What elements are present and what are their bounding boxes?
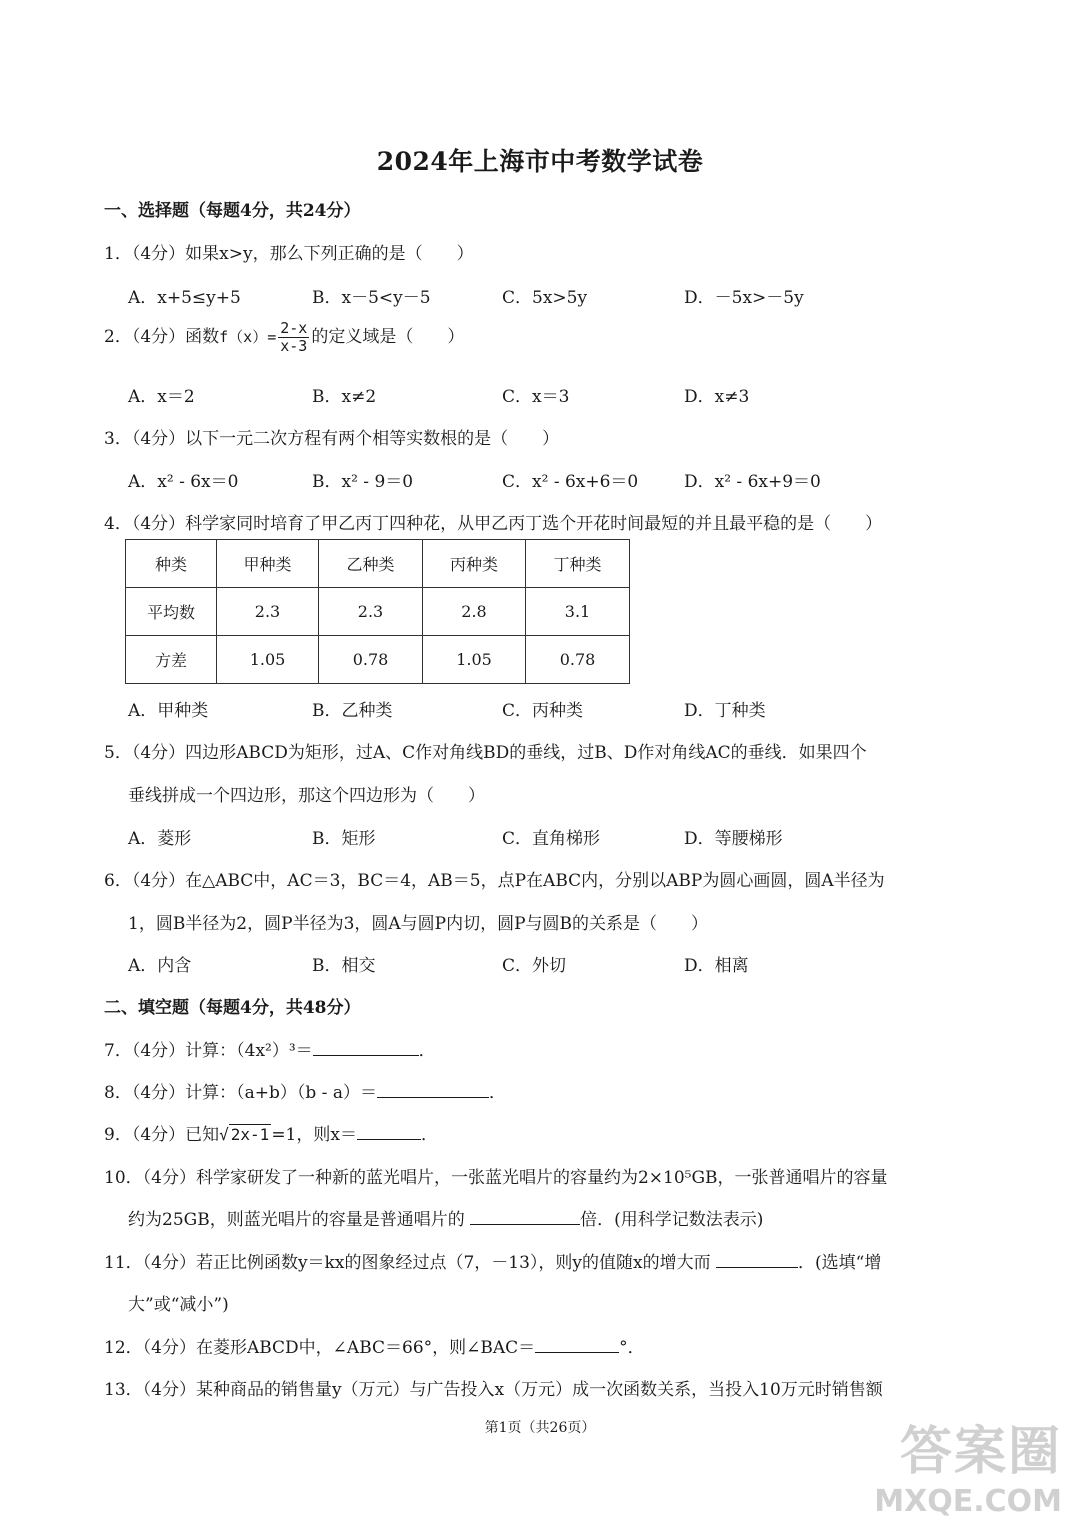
question-9 bbox=[104, 1120, 438, 1145]
question-1-option-c: C．5x>5y bbox=[502, 288, 588, 308]
table-cell: 0.78 bbox=[319, 636, 423, 684]
question-6-option-a: A．内含 bbox=[128, 956, 192, 976]
question-11-line-1-prefix: 11．（4分）若正比例函数y＝kx的图象经过点（7，－13），则y的值随x的增大而 bbox=[104, 1253, 711, 1273]
question-4-stem: 4．（4分）科学家同时培育了甲乙丙丁四种花，从甲乙丙丁选个开花时间最短的并且最平稳的是（ ） bbox=[104, 514, 883, 534]
question-5-option-c: C．直角梯形 bbox=[502, 829, 601, 849]
question-6-option-b: B．相交 bbox=[312, 956, 376, 976]
question-10-line-2-prefix: 约为25GB，则蓝光唱片的容量是普通唱片的 bbox=[128, 1210, 465, 1230]
table-cell: 方差 bbox=[126, 636, 217, 684]
question-3-option-a: A．x² - 6x＝0 bbox=[128, 472, 239, 492]
question-13-line-1: 13．（4分）某种商品的销售量y（万元）与广告投入x（万元）成一次函数关系，当投入10万元时销售额 bbox=[104, 1380, 883, 1400]
answer-blank bbox=[470, 1208, 580, 1225]
question-7-end: ． bbox=[418, 1041, 436, 1061]
question-8 bbox=[104, 1078, 506, 1103]
table-cell: 丙种类 bbox=[423, 540, 526, 588]
question-11-line-2: 大”或“减小”) bbox=[128, 1295, 229, 1315]
table-header-row bbox=[126, 540, 630, 588]
question-2-option-c: C．x＝3 bbox=[502, 387, 570, 407]
fraction bbox=[278, 320, 309, 355]
answer-blank bbox=[357, 1123, 421, 1140]
square-root: √ 2x-1 bbox=[219, 1125, 270, 1144]
question-11-line-1-suffix: ．(选填“增 bbox=[798, 1253, 882, 1273]
watermark-logo-text: 答案圈 bbox=[899, 1422, 1062, 1482]
question-12-end: °． bbox=[619, 1338, 645, 1358]
question-4-option-d: D．丁种类 bbox=[684, 701, 766, 721]
watermark-logo bbox=[874, 1409, 1062, 1519]
question-9-suffix: =1，则x＝ bbox=[271, 1125, 357, 1145]
question-2-suffix: 的定义域是（ ） bbox=[311, 327, 465, 347]
answer-blank bbox=[535, 1336, 619, 1353]
question-6-option-d: D．相离 bbox=[684, 956, 749, 976]
page-title: 2024年上海市中考数学试卷 bbox=[376, 147, 704, 176]
question-3-option-d: D．x² - 6x+9＝0 bbox=[684, 472, 821, 492]
question-1-stem: 1．（4分）如果x>y，那么下列正确的是（ ） bbox=[104, 244, 474, 264]
table-cell: 2.3 bbox=[217, 588, 319, 636]
question-8-end: ． bbox=[488, 1083, 506, 1103]
question-5-line-2: 垂线拼成一个四边形，那这个四边形为（ ） bbox=[128, 786, 485, 806]
question-5-option-d: D．等腰梯形 bbox=[684, 829, 783, 849]
question-2-stem bbox=[104, 320, 464, 355]
table-cell: 3.1 bbox=[526, 588, 630, 636]
answer-blank bbox=[313, 1039, 419, 1056]
flower-data-table bbox=[125, 539, 630, 684]
question-2-option-a: A．x＝2 bbox=[128, 387, 195, 407]
question-5-line-1: 5．（4分）四边形ABCD为矩形，过A、C作对角线BD的垂线，过B、D作对角线AC的垂线．如果四个 bbox=[104, 743, 867, 763]
table-row bbox=[126, 636, 630, 684]
question-4-option-c: C．丙种类 bbox=[502, 701, 584, 721]
question-2-prefix: 2．（4分）函数 bbox=[104, 327, 220, 347]
page-footer: 第1页（共26页） bbox=[484, 1420, 596, 1436]
question-12-stem: 12．（4分）在菱形ABCD中，∠ABC＝66°，则∠BAC＝ bbox=[104, 1338, 536, 1358]
question-12 bbox=[104, 1333, 645, 1358]
question-6-option-c: C．外切 bbox=[502, 956, 567, 976]
table-cell: 2.8 bbox=[423, 588, 526, 636]
question-1-option-d: D．－5x>－5y bbox=[684, 288, 804, 308]
question-7 bbox=[104, 1036, 436, 1061]
question-1-option-b: B．x－5<y－5 bbox=[312, 288, 431, 308]
table-cell: 乙种类 bbox=[319, 540, 423, 588]
question-11-line-1 bbox=[104, 1248, 881, 1273]
question-10-line-1: 10．（4分）科学家研发了一种新的蓝光唱片，一张蓝光唱片的容量约为2×10⁵GB，一张普通唱片的容量 bbox=[104, 1168, 888, 1188]
table-cell: 1.05 bbox=[217, 636, 319, 684]
question-10-line-2 bbox=[128, 1205, 763, 1230]
question-10-line-2-suffix: 倍．(用科学记数法表示) bbox=[580, 1210, 764, 1230]
question-4-option-b: B．乙种类 bbox=[312, 701, 393, 721]
question-3-stem: 3．（4分）以下一元二次方程有两个相等实数根的是（ ） bbox=[104, 429, 560, 449]
answer-blank bbox=[377, 1081, 489, 1098]
question-3-option-b: B．x² - 9＝0 bbox=[312, 472, 414, 492]
section-heading-fill-in: 二、填空题（每题4分，共48分） bbox=[104, 998, 361, 1018]
question-6-line-2: 1，圆B半径为2，圆P半径为3，圆A与圆P内切，圆P与圆B的关系是（ ） bbox=[128, 914, 709, 934]
question-6-line-1: 6．（4分）在△ABC中，AC＝3，BC＝4，AB＝5，点P在ABC内，分别以ABP为圆心画圆，圆A半径为 bbox=[104, 871, 885, 891]
table-cell: 0.78 bbox=[526, 636, 630, 684]
radicand: 2x-1 bbox=[230, 1125, 270, 1144]
question-3-option-c: C．x² - 6x+6＝0 bbox=[502, 472, 639, 492]
question-5-option-b: B．矩形 bbox=[312, 829, 376, 849]
table-cell: 平均数 bbox=[126, 588, 217, 636]
question-9-prefix: 9．（4分）已知 bbox=[104, 1125, 220, 1145]
question-4-option-a: A．甲种类 bbox=[128, 701, 209, 721]
question-8-stem: 8．（4分）计算：（a+b）（b - a）＝ bbox=[104, 1083, 377, 1103]
answer-blank bbox=[716, 1251, 798, 1268]
table-cell: 甲种类 bbox=[217, 540, 319, 588]
table-cell: 1.05 bbox=[423, 636, 526, 684]
table-row bbox=[126, 588, 630, 636]
watermark-url: MXQE.COM bbox=[874, 1484, 1062, 1519]
question-5-option-a: A．菱形 bbox=[128, 829, 192, 849]
fraction-denominator: x-3 bbox=[280, 337, 308, 355]
section-heading-choice: 一、选择题（每题4分，共24分） bbox=[104, 201, 361, 221]
table-cell: 种类 bbox=[126, 540, 217, 588]
question-1-option-a: A．x+5≤y+5 bbox=[128, 288, 241, 308]
fraction-numerator: 2-x bbox=[280, 319, 308, 337]
function-notation: f（x）= bbox=[219, 328, 277, 346]
question-9-end: ． bbox=[420, 1125, 438, 1145]
question-7-stem: 7．（4分）计算：（4x²）³＝ bbox=[104, 1041, 313, 1061]
question-2-option-d: D．x≠3 bbox=[684, 387, 750, 407]
table-cell: 丁种类 bbox=[526, 540, 630, 588]
question-2-option-b: B．x≠2 bbox=[312, 387, 377, 407]
table-cell: 2.3 bbox=[319, 588, 423, 636]
